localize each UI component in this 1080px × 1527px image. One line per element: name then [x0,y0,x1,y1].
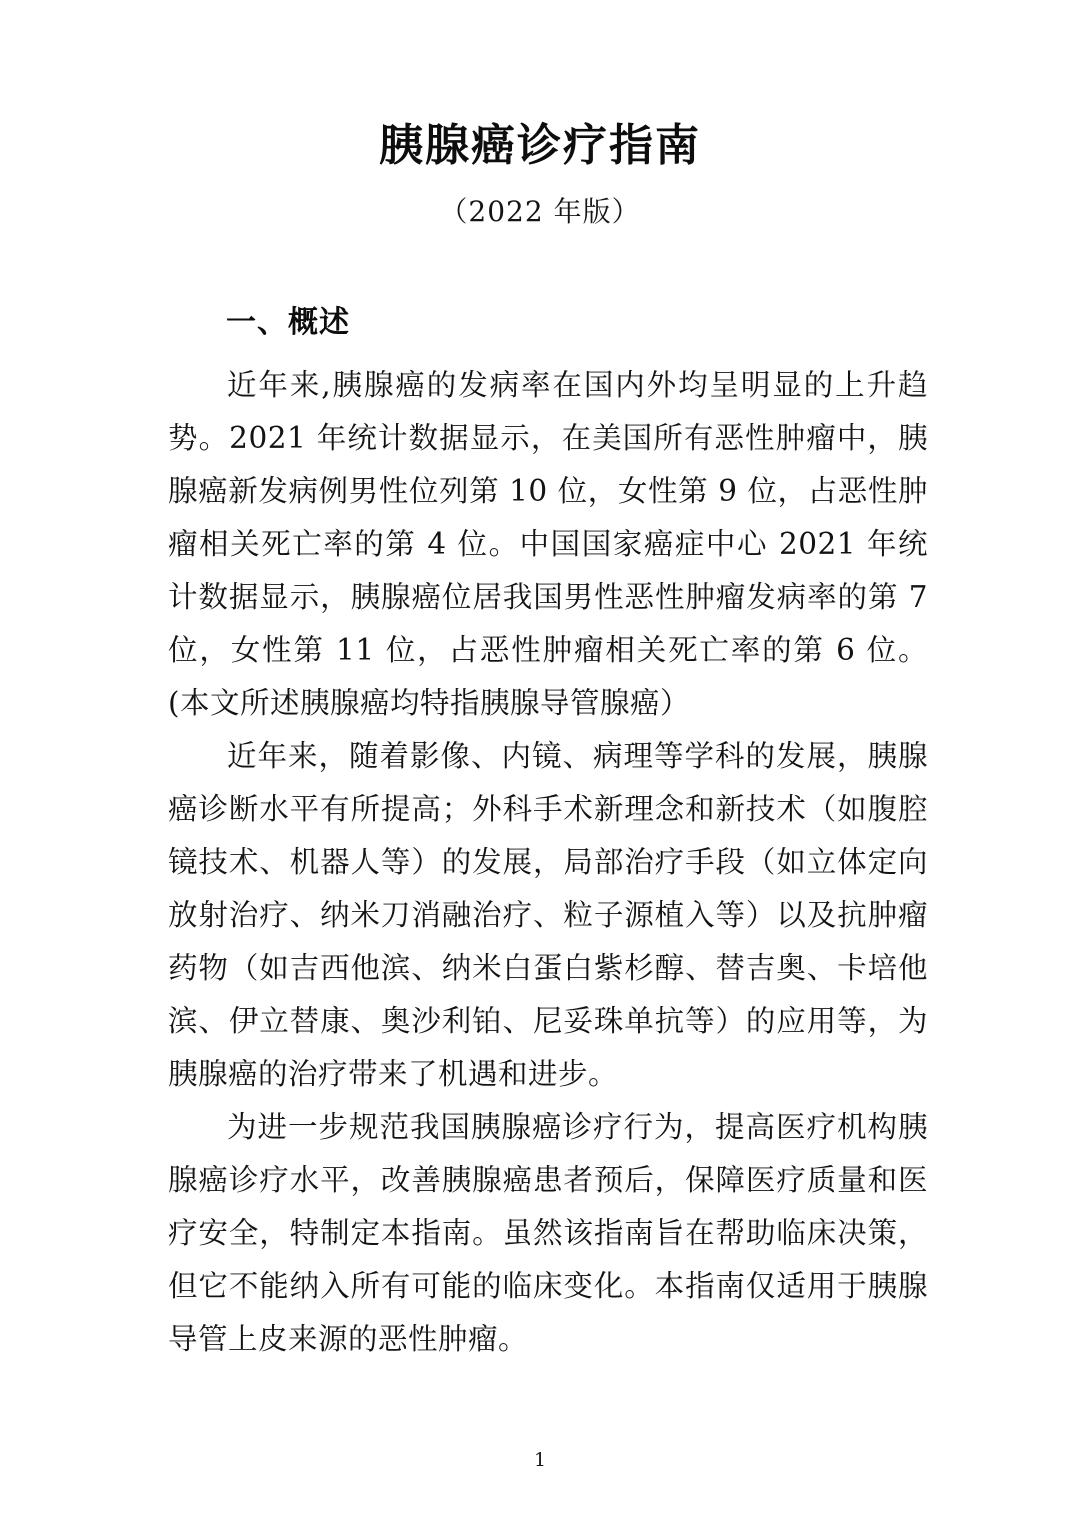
page-subtitle: （2022 年版） [439,194,641,228]
title-block [0,120,1080,228]
document-body [168,300,928,1366]
page-number: 1 [533,1449,547,1471]
page-title: 胰腺癌诊疗指南 [379,120,701,171]
body-paragraph: 为进一步规范我国胰腺癌诊疗行为，提高医疗机构胰腺癌诊疗水平，改善胰腺癌患者预后，保障医疗质量和医疗安全，特制定本指南。虽然该指南旨在帮助临床决策，但它不能纳入所有可能的临床变化。本指南仅适用于胰腺导管上皮来源的恶性肿瘤。 [168,1110,928,1356]
section-heading-overview: 一、概述 [226,305,350,340]
body-paragraph: 近年来，随着影像、内镜、病理等学科的发展，胰腺癌诊断水平有所提高；外科手术新理念和新技术（如腹腔镜技术、机器人等）的发展，局部治疗手段（如立体定向放射治疗、纳米刀消融治疗、粒子源植入等）以及抗肿瘤药物（如吉西他滨、纳米白蛋白紫杉醇、替吉奥、卡培他滨、伊立替康、奥沙利铂、尼妥珠单抗等）的应用等，为胰腺癌的治疗带来了机遇和进步。 [168,739,928,1091]
body-paragraph: 近年来,胰腺癌的发病率在国内外均呈明显的上升趋势。2021 年统计数据显示，在美国所有恶性肿瘤中，胰腺癌新发病例男性位列第 10 位，女性第 9 位，占恶性肿瘤相关死亡率的第 4 位。中国国家癌症中心 2021 年统计数据显示，胰腺癌位居我国男性恶性肿瘤发病率的第 7 位，女性第 11 位，占恶性肿瘤相关死亡率的第 6 位。(本文所述胰腺癌均特指胰腺导管腺癌） [168,368,928,720]
